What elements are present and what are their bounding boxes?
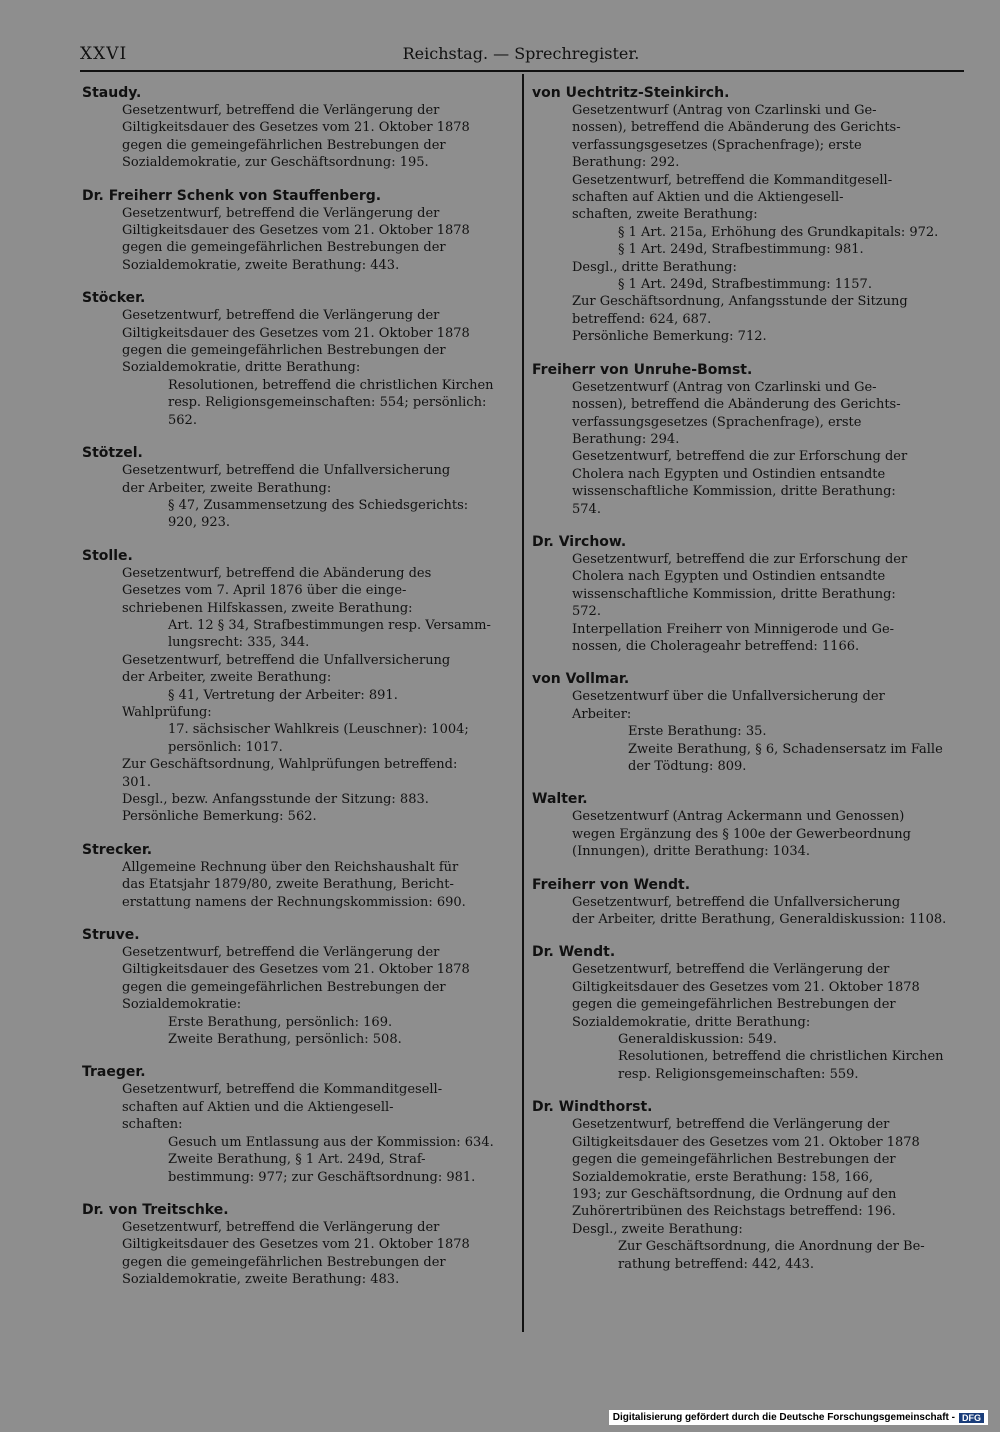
entry-line: Wahlprüfung: <box>122 704 212 720</box>
entry-line: 574. <box>572 501 601 517</box>
dfg-logo: DFG <box>959 1413 984 1423</box>
entry-line: Gesetzentwurf, betreffend die Verlängerung der <box>122 945 440 961</box>
entry-line: erstattung namens der Rechnungskommission: 690. <box>122 894 466 910</box>
speaker-name: Freiherr von Wendt. <box>532 876 691 893</box>
entry-line: Desgl., dritte Berathung: <box>572 259 737 275</box>
speaker-name: Freiherr von Unruhe-Bomst. <box>532 361 753 378</box>
entry-line: Giltigkeitsdauer des Gesetzes vom 21. Oktober 1878 <box>122 223 470 239</box>
page-number: XXVI <box>80 44 128 64</box>
speaker-entry <box>82 1201 512 1289</box>
speaker-name: Stolle. <box>82 547 133 564</box>
entry-line: Zur Geschäftsordnung, Wahlprüfungen betreffend: <box>122 757 458 773</box>
entry-line: § 1 Art. 249d, Strafbestimmung: 981. <box>618 242 864 258</box>
speaker-entry <box>82 547 512 826</box>
entry-line: nossen), betreffend die Abänderung des Gerichts- <box>572 120 901 136</box>
footer-text: Digitalisierung gefördert durch die Deutsche Forschungsgemeinschaft - <box>612 1412 955 1423</box>
entry-line: gegen die gemeingefährlichen Bestrebungen der <box>122 1254 446 1270</box>
entry-line: gegen die gemeingefährlichen Bestrebungen der <box>572 997 896 1013</box>
entry-line: lungsrecht: 335, 344. <box>168 635 310 651</box>
entry-line: schaften auf Aktien und die Aktiengesell- <box>122 1099 394 1115</box>
entry-line: Sozialdemokratie: <box>122 997 242 1013</box>
entry-line: Berathung: 292. <box>572 155 680 171</box>
entry-line: wegen Ergänzung des § 100e der Gewerbeordnung <box>572 826 911 842</box>
entry-line: Giltigkeitsdauer des Gesetzes vom 21. Oktober 1878 <box>122 1237 470 1253</box>
entry-line: gegen die gemeingefährlichen Bestrebungen der <box>572 1152 896 1168</box>
entry-line: rathung betreffend: 442, 443. <box>618 1256 815 1272</box>
entry-line: Gesetzentwurf, betreffend die Verlängerung der <box>122 103 440 118</box>
speaker-entry <box>82 1063 512 1185</box>
speaker-name: von Vollmar. <box>532 671 630 688</box>
speaker-entry <box>82 926 512 1048</box>
entry-line: Giltigkeitsdauer des Gesetzes vom 21. Oktober 1878 <box>122 120 470 136</box>
left-column <box>82 84 512 1304</box>
speaker-name: Dr. Virchow. <box>532 533 627 550</box>
speaker-entry <box>82 841 512 911</box>
entry-line: Zur Geschäftsordnung, die Anordnung der Be- <box>618 1239 925 1255</box>
entry-line: verfassungsgesetzes (Sprachenfrage); erste <box>572 137 862 153</box>
entry-line: Gesetzentwurf (Antrag von Czarlinski und Ge- <box>572 103 877 118</box>
entry-line: Resolutionen, betreffend die christlichen Kirchen <box>168 377 494 393</box>
speaker-entry <box>532 790 962 860</box>
entry-line: Sozialdemokratie, zweite Berathung: 483. <box>122 1272 400 1288</box>
speaker-name: von Uechtritz-Steinkirch. <box>532 85 730 101</box>
entry-line: Gesetzentwurf, betreffend die zur Erforschung der <box>572 551 908 567</box>
entry-line: Zur Geschäftsordnung, Anfangsstunde der Sitzung <box>572 294 908 310</box>
speaker-name: Dr. Windthorst. <box>532 1099 653 1116</box>
speaker-name: Staudy. <box>82 85 142 101</box>
entry-line: Desgl., zweite Berathung: <box>572 1221 743 1237</box>
speaker-name: Struve. <box>82 927 140 944</box>
entry-line: Sozialdemokratie, dritte Berathung: <box>572 1014 811 1030</box>
entry-line: persönlich: 1017. <box>168 739 283 755</box>
entry-line: 301. <box>122 774 151 790</box>
entry-line: Art. 12 § 34, Strafbestimmungen resp. Versamm- <box>168 617 491 633</box>
entry-line: betreffend: 624, 687. <box>572 311 712 327</box>
entry-line: der Arbeiter, zweite Berathung: <box>122 670 332 686</box>
entry-line: Zuhörertribünen des Reichstags betreffend: 196. <box>572 1204 896 1220</box>
speaker-entry <box>532 943 962 1083</box>
speaker-entry <box>532 1098 962 1273</box>
entry-line: Gesetzentwurf, betreffend die Verlängerung der <box>122 1219 440 1235</box>
entry-line: Desgl., bezw. Anfangsstunde der Sitzung: 883. <box>122 792 429 807</box>
entry-line: Gesetzentwurf, betreffend die Abänderung des <box>122 565 432 581</box>
entry-line: bestimmung: 977; zur Geschäftsordnung: 981. <box>168 1169 476 1185</box>
entry-line: Giltigkeitsdauer des Gesetzes vom 21. Oktober 1878 <box>122 962 470 978</box>
entry-line: das Etatsjahr 1879/80, zweite Berathung, Bericht- <box>122 877 454 893</box>
speaker-entry <box>82 187 512 275</box>
entry-line: § 1 Art. 215a, Erhöhung des Grundkapitals: 972. <box>618 224 939 240</box>
page-title: Reichstag. — Sprechregister. <box>402 44 640 63</box>
entry-line: Gesetzentwurf, betreffend die Kommanditgesell- <box>122 1082 443 1098</box>
speaker-name: Dr. Freiherr Schenk von Stauffenberg. <box>82 187 382 204</box>
speaker-name: Traeger. <box>82 1064 146 1081</box>
entry-line: 193; zur Geschäftsordnung, die Ordnung auf den <box>572 1186 897 1202</box>
digitization-footer <box>609 1410 988 1425</box>
entry-line: § 1 Art. 249d, Strafbestimmung: 1157. <box>618 277 872 293</box>
header-rule <box>80 70 964 72</box>
entry-line: Giltigkeitsdauer des Gesetzes vom 21. Oktober 1878 <box>122 325 470 341</box>
entry-line: Gesetzentwurf, betreffend die Kommanditgesell- <box>572 172 893 188</box>
entry-line: Zweite Berathung, § 6, Schadensersatz im Falle <box>628 741 943 757</box>
entry-line: Interpellation Freiherr von Minnigerode und Ge- <box>572 621 895 637</box>
entry-line: Cholera nach Egypten und Ostindien entsandte <box>572 569 886 585</box>
speaker-name: Dr. von Treitschke. <box>82 1201 229 1218</box>
entry-line: Sozialdemokratie, erste Berathung: 158, 166, <box>572 1169 874 1185</box>
entry-line: Gesuch um Entlassung aus der Kommission: 634. <box>168 1134 494 1150</box>
page-header <box>80 44 962 70</box>
speaker-entry <box>532 361 962 518</box>
entry-line: schaften: <box>122 1117 183 1133</box>
entry-line: gegen die gemeingefährlichen Bestrebungen der <box>122 240 446 256</box>
entry-line: Gesetzentwurf, betreffend die Verlängerung der <box>122 205 440 221</box>
entry-line: Gesetzentwurf (Antrag von Czarlinski und Ge- <box>572 379 877 395</box>
entry-line: Generaldiskussion: 549. <box>618 1032 777 1048</box>
speaker-entry <box>532 533 962 655</box>
entry-line: Gesetzentwurf, betreffend die Verlängerung der <box>122 308 440 324</box>
entry-line: Giltigkeitsdauer des Gesetzes vom 21. Oktober 1878 <box>572 979 920 995</box>
speaker-entry <box>532 670 962 775</box>
entry-line: Gesetzentwurf, betreffend die zur Erforschung der <box>572 449 908 465</box>
entry-line: § 47, Zusammensetzung des Schiedsgerichts: <box>168 497 469 513</box>
speaker-entry <box>532 876 962 929</box>
entry-line: Gesetzentwurf, betreffend die Verlängerung der <box>572 962 890 978</box>
speaker-name: Dr. Wendt. <box>532 944 616 961</box>
speaker-entry <box>532 84 962 346</box>
entry-line: Erste Berathung, persönlich: 169. <box>168 1014 393 1030</box>
speaker-entry <box>82 289 512 429</box>
entry-line: Gesetzentwurf, betreffend die Verlängerung der <box>572 1117 890 1133</box>
speaker-name: Stötzel. <box>82 445 143 462</box>
entry-line: Gesetzentwurf, betreffend die Unfallversicherung <box>122 463 451 479</box>
entry-line: Resolutionen, betreffend die christlichen Kirchen <box>618 1049 944 1065</box>
entry-line: 572. <box>572 604 601 620</box>
speaker-name: Stöcker. <box>82 290 146 307</box>
entry-line: Cholera nach Egypten und Ostindien entsandte <box>572 466 886 482</box>
entry-line: 17. sächsischer Wahlkreis (Leuschner): 1004; <box>168 722 469 738</box>
entry-line: Persönliche Bemerkung: 712. <box>572 329 767 345</box>
entry-line: gegen die gemeingefährlichen Bestrebungen der <box>122 343 446 359</box>
entry-line: wissenschaftliche Kommission, dritte Berathung: <box>572 586 896 602</box>
entry-line: nossen), betreffend die Abänderung des Gerichts- <box>572 397 901 413</box>
entry-line: Gesetzentwurf, betreffend die Unfallversicherung <box>572 894 901 910</box>
entry-line: Persönliche Bemerkung: 562. <box>122 809 317 825</box>
entry-line: schaften auf Aktien und die Aktiengesell- <box>572 190 844 206</box>
entry-line: Gesetzes vom 7. April 1876 über die einge- <box>122 583 407 599</box>
entry-line: Berathung: 294. <box>572 431 680 447</box>
entry-line: 920, 923. <box>168 515 231 531</box>
entry-line: Gesetzentwurf (Antrag Ackermann und Genossen) <box>572 809 905 825</box>
entry-line: Sozialdemokratie, dritte Berathung: <box>122 360 361 376</box>
entry-line: wissenschaftliche Kommission, dritte Berathung: <box>572 484 896 500</box>
entry-line: § 41, Vertretung der Arbeiter: 891. <box>168 687 398 703</box>
speaker-name: Strecker. <box>82 841 153 858</box>
entry-line: Giltigkeitsdauer des Gesetzes vom 21. Oktober 1878 <box>572 1134 920 1150</box>
entry-line: verfassungsgesetzes (Sprachenfrage), erste <box>572 414 862 430</box>
speaker-name: Walter. <box>532 791 588 808</box>
entry-line: schriebenen Hilfskassen, zweite Berathung: <box>122 600 413 616</box>
entry-line: Allgemeine Rechnung über den Reichshaushalt für <box>122 859 459 875</box>
entry-line: Sozialdemokratie, zweite Berathung: 443. <box>122 257 400 273</box>
entry-line: Zweite Berathung, persönlich: 508. <box>168 1032 402 1048</box>
entry-line: der Tödtung: 809. <box>628 759 747 774</box>
entry-line: Gesetzentwurf, betreffend die Unfallversicherung <box>122 652 451 668</box>
entry-line: resp. Religionsgemeinschaften: 559. <box>618 1066 859 1082</box>
entry-line: der Arbeiter, dritte Berathung, Generaldiskussion: 1108. <box>572 912 947 928</box>
entry-line: Sozialdemokratie, zur Geschäftsordnung: 195. <box>122 155 429 171</box>
entry-line: schaften, zweite Berathung: <box>572 207 758 223</box>
entry-line: gegen die gemeingefährlichen Bestrebungen der <box>122 979 446 995</box>
entry-line: gegen die gemeingefährlichen Bestrebungen der <box>122 137 446 153</box>
column-divider <box>522 74 524 1332</box>
entry-line: 562. <box>168 412 197 428</box>
speaker-entry <box>82 444 512 532</box>
entry-line: Gesetzentwurf über die Unfallversicherung der <box>572 689 885 705</box>
entry-line: Zweite Berathung, § 1 Art. 249d, Straf- <box>168 1152 426 1168</box>
right-column <box>532 84 962 1288</box>
entry-line: Erste Berathung: 35. <box>628 724 767 740</box>
entry-line: Arbeiter: <box>572 706 632 722</box>
entry-line: der Arbeiter, zweite Berathung: <box>122 480 332 496</box>
speaker-entry <box>82 84 512 172</box>
entry-line: resp. Religionsgemeinschaften: 554; persönlich: <box>168 395 487 411</box>
entry-line: (Innungen), dritte Berathung: 1034. <box>572 844 810 860</box>
entry-line: nossen, die Cholerageahr betreffend: 1166. <box>572 638 860 654</box>
